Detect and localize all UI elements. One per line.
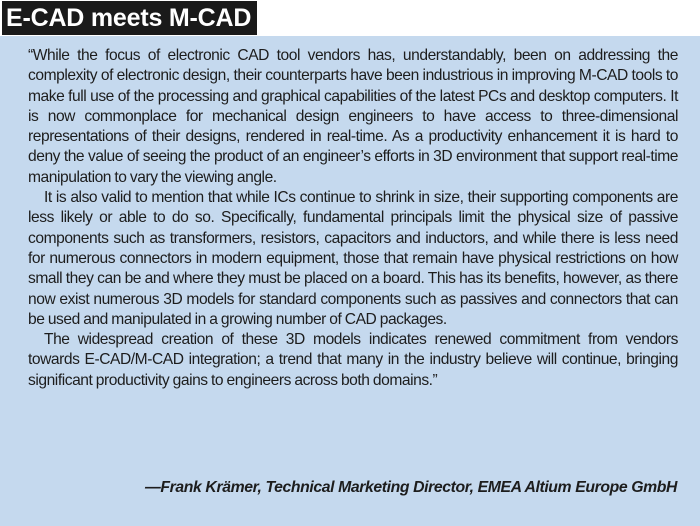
quote-panel bbox=[0, 36, 700, 526]
quote-paragraph-1: “While the focus of electronic CAD tool vendors has, understandably, been on addressing the complexity of electronic design, their counterparts have been industrious in improving M-CAD tools to make full use of the processing and graphical capabilities of the latest PCs and desktop computers. It is now commonplace for mechanical design engineers to have access to three-dimensional representations of their designs, rendered in real-time. As a productivity enhancement it is hard to deny the value of seeing the product of an engineer’s efforts in 3D environment that support real-time manipulation to vary the viewing angle. bbox=[28, 47, 678, 186]
quote-paragraph-3: The widespread creation of these 3D models indicates renewed commitment from vendors towards E-CAD/M-CAD integration; a trend that many in the industry believe will continue, bringing significant productivity gains to engineers across both domains.” bbox=[28, 331, 678, 389]
quote-attribution: —Frank Krämer, Technical Marketing Director, EMEA Altium Europe GmbH bbox=[145, 479, 677, 496]
quote-paragraph-2: It is also valid to mention that while ICs continue to shrink in size, their supporting components are less likely or able to do so. Specifically, fundamental principals limit the physical size of passive components such as transformers, resistors, capacitors and inductors, and while there is less need for numerous connectors in modern equipment, those that remain have physical restrictions on how small they can be and where they must be placed on a board. This has its benefits, however, as there now exist numerous 3D models for standard components such as passives and connectors that can be used and manipulated in a growing number of CAD packages. bbox=[28, 189, 678, 328]
quote-body bbox=[28, 46, 678, 391]
box-title: E-CAD meets M-CAD bbox=[2, 1, 257, 35]
header-bar bbox=[0, 0, 700, 36]
